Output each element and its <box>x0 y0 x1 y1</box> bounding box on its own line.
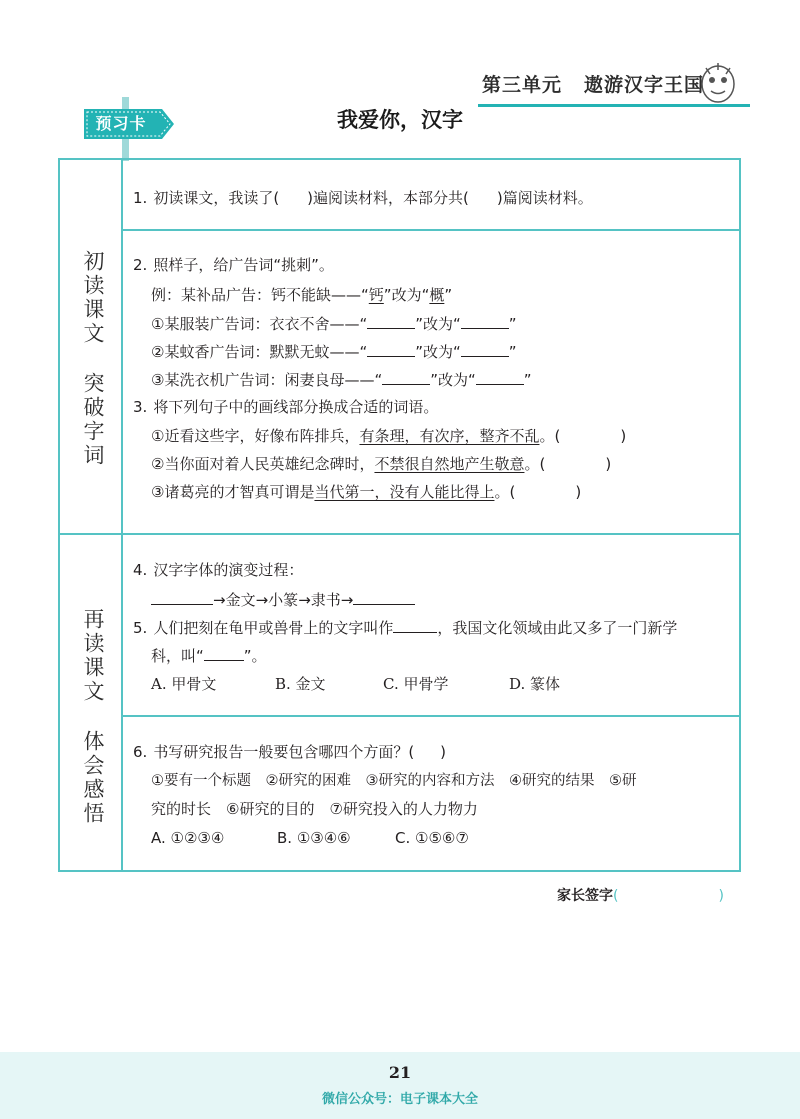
answer-blank[interactable] <box>367 312 415 329</box>
column-divider <box>121 158 123 872</box>
question-1: 1. 初读课文，我读了( )遍阅读材料，本部分共( )篇阅读材料。 <box>133 189 593 207</box>
mascot-icon <box>696 58 740 106</box>
option-b[interactable]: B. ①③④⑥ <box>277 829 351 847</box>
question-6-options <box>151 827 756 849</box>
header-rule <box>478 104 750 107</box>
question-2-item: ③某洗衣机广告词：闲妻良母——“ ”改为“ ” <box>151 368 756 391</box>
answer-blank[interactable] <box>393 616 437 633</box>
arrow-icon: → <box>340 591 354 609</box>
unit-title: 遨游汉字王国 <box>584 74 705 96</box>
option-d[interactable]: D. 篆体 <box>509 675 561 693</box>
page-number: 21 <box>388 1063 412 1082</box>
section-label-1: 初读课文突破字词 <box>81 250 105 468</box>
question-2: 2. 照样子，给广告词“挑刺”。 <box>133 256 334 274</box>
question-3-sentence: ②当你面对着人民英雄纪念碑时，不禁很自然地产生敬意。( ) <box>151 455 612 473</box>
answer-blank[interactable] <box>367 340 415 357</box>
arrow-icon: → <box>298 591 311 609</box>
arrow-icon: → <box>255 591 269 609</box>
option-b[interactable]: B. 金文 <box>275 675 326 693</box>
option-a[interactable]: A. 甲骨文 <box>151 675 217 693</box>
question-6: 6. 书写研究报告一般要包含哪四个方面？( ) <box>133 743 447 761</box>
question-5: 5. 人们把刻在龟甲或兽骨上的文字叫作 ，我国文化领域由此又多了一门新学 <box>133 616 738 639</box>
question-2-example: 例：某补品广告：钙不能缺——“钙”改为“概” <box>151 286 453 304</box>
answer-blank[interactable] <box>461 312 509 329</box>
answer-blank[interactable] <box>353 588 415 605</box>
option-c[interactable]: C. ①⑤⑥⑦ <box>395 829 469 847</box>
question-5-cont: 科，叫“ ”。 <box>151 644 756 667</box>
question-2-item: ①某服装广告词：衣衣不舍——“ ”改为“ ” <box>151 312 756 335</box>
option-c[interactable]: C. 甲骨学 <box>383 675 449 693</box>
option-a[interactable]: A. ①②③④ <box>151 829 225 847</box>
parent-signature: 家长签字( ) <box>557 888 724 904</box>
question-3-sentence: ③诸葛亮的才智真可谓是当代第一，没有人能比得上。( ) <box>151 483 582 501</box>
arrow-icon: → <box>213 591 226 609</box>
question-5-options <box>151 673 756 695</box>
wechat-footer: 微信公众号：电子课本大全 <box>321 1092 478 1107</box>
evolution-chain: →金文→小篆→隶书→ <box>151 588 756 611</box>
question-6-line: ①要有一个标题 ②研究的困难 ③研究的内容和方法 ④研究的结果 ⑤研 <box>151 773 637 789</box>
answer-blank[interactable] <box>382 368 430 385</box>
unit-number: 第三单元 <box>482 74 563 96</box>
answer-blank[interactable] <box>151 588 213 605</box>
row-divider <box>121 715 741 717</box>
answer-blank[interactable] <box>461 340 509 357</box>
question-3: 3. 将下列句子中的画线部分换成合适的词语。 <box>133 398 439 416</box>
question-3-sentence: ①近看这些字，好像布阵排兵，有条理，有次序，整齐不乱。( ) <box>151 427 627 445</box>
question-4: 4. 汉字字体的演变过程： <box>133 561 304 579</box>
answer-blank[interactable] <box>204 644 244 661</box>
answer-blank[interactable] <box>476 368 524 385</box>
lesson-title: 我爱你，汉字 <box>337 107 463 132</box>
section-label-2: 再读课文体会感悟 <box>81 608 105 826</box>
row-divider <box>121 229 741 231</box>
unit-header <box>482 70 704 97</box>
preview-card-tag: 预习卡 <box>95 114 147 133</box>
question-6-line: 究的时长 ⑥研究的目的 ⑦研究投入的人力物力 <box>151 800 478 818</box>
question-2-item: ②某蚊香广告词：默默无蚊——“ ”改为“ ” <box>151 340 756 363</box>
section-divider <box>58 533 741 535</box>
